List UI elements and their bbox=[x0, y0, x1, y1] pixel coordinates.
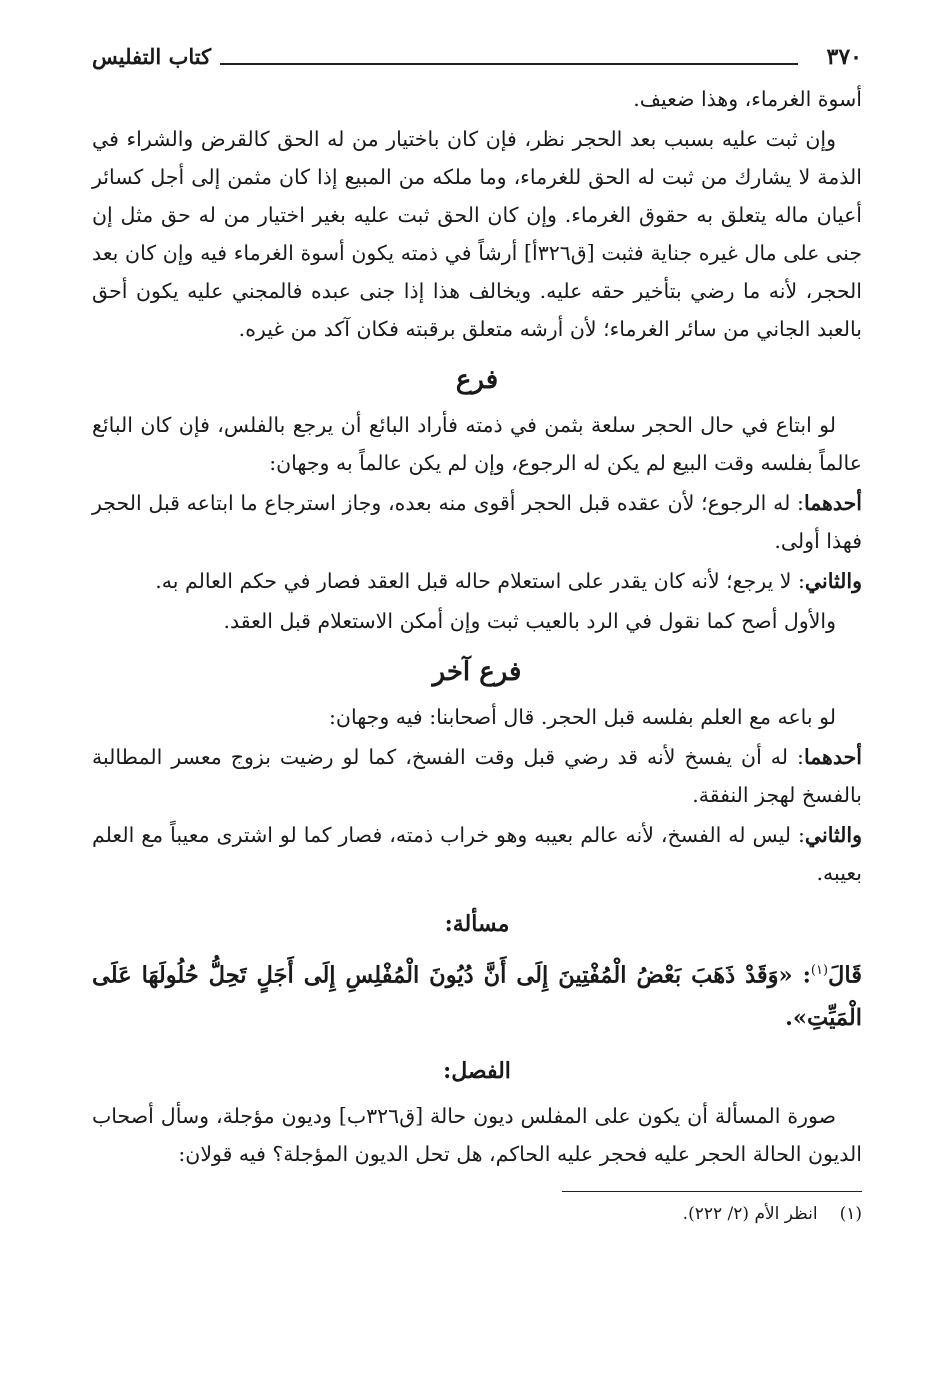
paragraph-text: : لا يرجع؛ لأنه كان يقدر على استعلام حاله قبل العقد فصار في حكم العالم به. bbox=[155, 569, 805, 593]
paragraph-text: : ليس له الفسخ، لأنه عالم بعيبه وهو خراب ذمته، فصار كما لو اشترى معيباً مع العلم بعيبه. bbox=[92, 823, 862, 885]
header-rule bbox=[220, 63, 798, 65]
term-label: أحدهما bbox=[803, 491, 862, 515]
footnote-reference: (١) bbox=[810, 963, 829, 978]
paragraph bbox=[92, 562, 862, 600]
page-number: ٣٧٠ bbox=[826, 44, 862, 70]
main-text bbox=[92, 80, 862, 1173]
section-heading: فرع آخر bbox=[432, 657, 522, 687]
footnote-text: انظر الأم (٢/ ٢٢٢). bbox=[682, 1203, 818, 1224]
paragraph-text: : له الرجوع؛ لأن عقده قبل الحجر أقوى منه بعده، وجاز استرجاع ما ابتاعه قبل الحجر فهذا أولى. bbox=[92, 491, 862, 553]
paragraph: لو باعه مع العلم بفلسه قبل الحجر. قال أصحابنا: فيه وجهان: bbox=[329, 705, 836, 729]
footnote-marker: (١) bbox=[839, 1203, 862, 1224]
book-page bbox=[92, 44, 862, 1228]
paragraph bbox=[92, 484, 862, 560]
paragraph: والأول أصح كما نقول في الرد بالعيب ثبت وإن أمكن الاستعلام قبل العقد. bbox=[223, 609, 836, 633]
term-label: والثاني bbox=[804, 823, 862, 847]
quote-lead: قَالَ bbox=[828, 962, 862, 989]
paragraph bbox=[92, 738, 862, 814]
chapter-heading: الفصل: bbox=[443, 1057, 511, 1084]
book-title: كتاب التفليس bbox=[92, 44, 212, 69]
term-label: والثاني bbox=[804, 569, 862, 593]
footnote-rule bbox=[562, 1191, 862, 1192]
quote-body: : «وَقَدْ ذَهَبَ بَعْضُ الْمُفْتِينَ إِلَى أَنَّ دُيُونَ الْمُفْلِسِ إِلَى أَجَلٍ تَحِلُّ حُلُولَهَا عَلَى الْمَيِّتِ». bbox=[92, 962, 862, 1031]
paragraph-text: : له أن يفسخ لأنه قد رضي قبل وقت الفسخ، كما لو رضيت بزوج معسر المطالبة بالفسخ لهجز النفقة. bbox=[92, 745, 862, 807]
section-heading: فرع bbox=[455, 365, 499, 395]
issue-heading: مسألة: bbox=[444, 911, 510, 937]
quoted-text bbox=[92, 950, 862, 1039]
paragraph bbox=[92, 816, 862, 892]
running-header bbox=[92, 44, 862, 80]
term-label: أحدهما bbox=[803, 745, 862, 769]
paragraph: وإن ثبت عليه بسبب بعد الحجر نظر، فإن كان باختيار من له الحق كالقرض والشراء في الذمة لا يشارك من ثبت له الحق للغرماء، وما ملكه من المبيع إذا كان مثمن إلى أجل كسائر أعيان ماله يتعلق به حقوق الغرماء. وإن كان الحق ثبت عليه بغير اختيار من له حق مثل إن جنى على مال غيره جناية فثبت [ق٣٢٦أ] أرشاً في ذمته يكون أسوة الغرماء فيه وإن كان بعد الحجر، لأنه ما رضي بتأخير حقه عليه. ويخالف هذا إذا جنى عبده فالمجني عليه يكون أحق بالعبد الجاني من سائر الغرماء؛ لأن أرشه متعلق برقبته فكان آكد من غيره. bbox=[92, 127, 862, 341]
paragraph: لو ابتاع في حال الحجر سلعة بثمن في ذمته فأراد البائع أن يرجع بالفلس، فإن كان البائع عالماً بفلسه وقت البيع لم يكن له الرجوع، وإن لم يكن عالماً به وجهان: bbox=[92, 413, 862, 475]
paragraph: أسوة الغرماء، وهذا ضعيف. bbox=[633, 87, 862, 111]
footnote bbox=[92, 1200, 862, 1228]
paragraph: صورة المسألة أن يكون على المفلس ديون حالة [ق٣٢٦ب] وديون مؤجلة، وسأل أصحاب الديون الحالة الحجر عليه فحجر عليه الحاكم، هل تحل الديون المؤجلة؟ فيه قولان: bbox=[92, 1103, 862, 1166]
